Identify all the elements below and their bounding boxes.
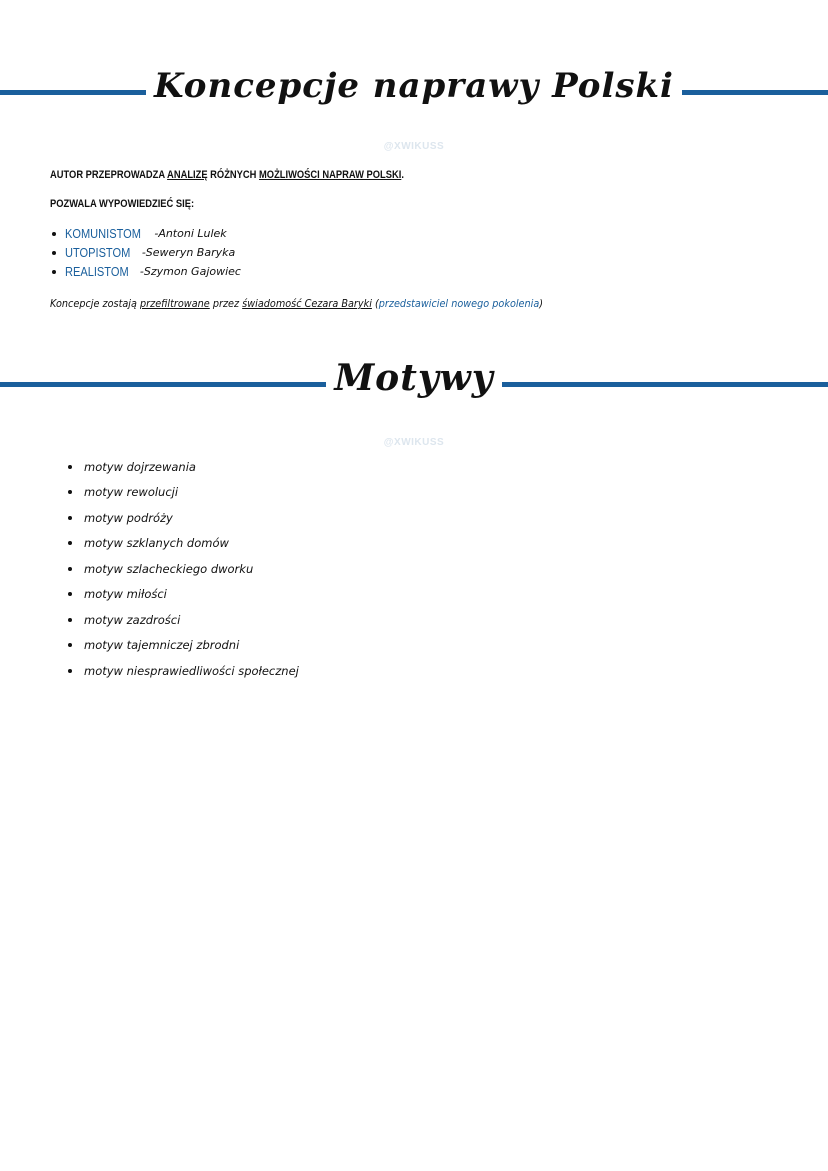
bullet-icon xyxy=(68,541,72,545)
motif-text: motyw niesprawiedliwości społecznej xyxy=(84,663,299,678)
motif-text: motyw szlacheckiego dworku xyxy=(84,561,254,576)
concept-group: UTOPISTOM xyxy=(65,245,131,260)
concept-dash: - xyxy=(141,246,146,259)
bullet-icon xyxy=(68,490,72,494)
motif-text: motyw rewolucji xyxy=(84,485,179,500)
intro-analysis: ANALIZĘ xyxy=(167,169,208,181)
motif-text: motyw tajemniczej zbrodni xyxy=(84,638,240,653)
list-item xyxy=(52,262,241,281)
bullet-icon xyxy=(68,567,72,571)
list-item xyxy=(68,531,299,557)
list-item xyxy=(68,480,299,506)
concept-group: KOMUNISTOM xyxy=(65,226,141,241)
list-item xyxy=(68,505,299,531)
concept-person: Antoni Lulek xyxy=(158,227,227,240)
motif-text: motyw miłości xyxy=(84,587,167,602)
sentence-part4: ) xyxy=(539,297,544,310)
bullet-icon xyxy=(68,592,72,596)
sentence-part1: Koncepcje zostają xyxy=(50,297,141,310)
bullet-icon xyxy=(68,465,72,469)
allows-label: POZWALA WYPOWIEDZIEĆ SIĘ: xyxy=(50,198,195,210)
sentence-representative: przedstawiciel nowego pokolenia xyxy=(378,297,540,310)
motif-text: motyw zazdrości xyxy=(84,612,181,627)
bullet-icon xyxy=(68,516,72,520)
concept-person: Szymon Gajowiec xyxy=(143,265,241,278)
intro-prefix: AUTOR PRZEPROWADZA xyxy=(50,169,168,181)
motif-text: motyw dojrzewania xyxy=(84,459,196,474)
concept-group: REALISTOM xyxy=(65,264,129,279)
list-item xyxy=(68,454,299,480)
motif-text: motyw podróży xyxy=(84,510,173,525)
bullet-icon xyxy=(52,270,56,274)
sentence-filtered: przefiltrowane xyxy=(140,297,210,310)
intro-paragraph xyxy=(50,169,404,181)
watermark-2: @XWIKUSS xyxy=(383,437,445,448)
list-item xyxy=(52,224,241,243)
list-item xyxy=(68,582,299,608)
intro-suffix: . xyxy=(401,169,404,181)
bullet-icon xyxy=(68,669,72,673)
bullet-icon xyxy=(52,251,56,255)
motif-text: motyw szklanych domów xyxy=(84,536,229,551)
sentence-part2: przez xyxy=(209,297,243,310)
bullet-icon xyxy=(52,232,56,236)
intro-middle: RÓŻNYCH xyxy=(207,169,260,181)
concept-dash: - xyxy=(154,227,159,240)
concepts-list xyxy=(52,224,241,281)
intro-possibilities: MOŻLIWOŚCI NAPRAW POLSKI xyxy=(259,169,402,181)
list-item xyxy=(68,556,299,582)
list-item xyxy=(68,658,299,684)
concept-person: Seweryn Baryka xyxy=(145,246,236,259)
bullet-icon xyxy=(68,618,72,622)
watermark-1: @XWIKUSS xyxy=(383,141,445,152)
list-item xyxy=(68,607,299,633)
sentence-awareness: świadomość Cezara Baryki xyxy=(242,297,372,310)
section-title-concepts: Koncepcje naprawy Polski xyxy=(0,66,828,106)
bullet-icon xyxy=(68,643,72,647)
filter-sentence xyxy=(50,297,543,310)
list-item xyxy=(68,633,299,659)
concept-dash: - xyxy=(139,265,144,278)
list-item xyxy=(52,243,241,262)
sentence-part3: ( xyxy=(371,297,379,310)
motifs-list xyxy=(68,454,299,684)
section-title-motifs: Motywy xyxy=(0,357,828,399)
